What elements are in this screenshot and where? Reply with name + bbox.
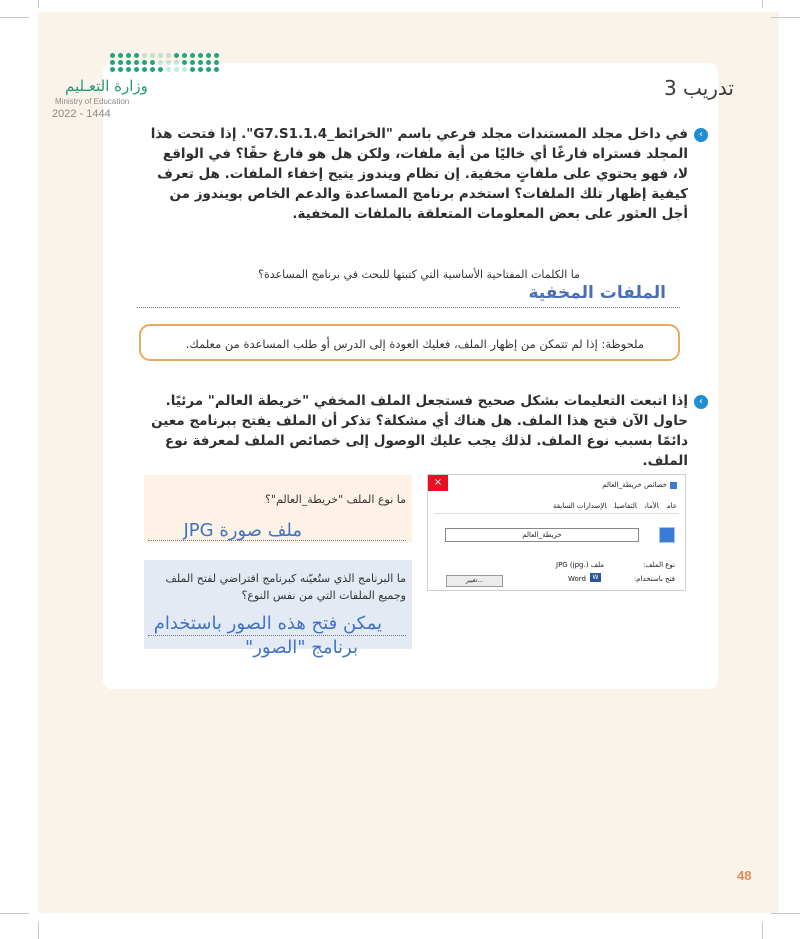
crop-mark xyxy=(771,913,800,914)
crop-mark xyxy=(762,0,763,8)
logo-dot xyxy=(214,60,219,65)
logo-dot xyxy=(166,60,171,65)
logo-dot xyxy=(110,60,115,65)
logo-dot xyxy=(206,60,211,65)
exercise2-paragraph: إذا اتبعت التعليمات بشكل صحيح فستجعل الملف المخفي "خريطة العالم" مرئيًا. حاول الآن فتح هذا الملف. هل هناك أي مشكلة؟ تذكر أن الملف يفتح ببرنامج معين دائمًا بسبب نوع الملف. لذلك يجب عليك الوصول إلى خصائص الملف لمعرفة نوع الملف. xyxy=(151,393,688,469)
file-type-answer: ملف صورة JPG xyxy=(183,520,302,541)
file-type-question: ما نوع الملف "خريطة_العالم"؟ xyxy=(265,493,406,506)
logo-dot xyxy=(118,67,123,72)
tab-divider xyxy=(434,513,679,514)
logo-dot xyxy=(214,53,219,58)
logo-dot xyxy=(150,60,155,65)
logo-dot xyxy=(118,53,123,58)
logo-dot xyxy=(142,67,147,72)
note-box xyxy=(139,324,680,361)
default-program-question-box xyxy=(144,560,412,658)
logo-arabic: وزارة التعـليم xyxy=(65,77,148,95)
logo-dot xyxy=(190,53,195,58)
logo-dot xyxy=(158,60,163,65)
logo-dot xyxy=(206,53,211,58)
answer-line xyxy=(148,540,406,541)
tab-previous-versions[interactable]: الإصدارات السابقة xyxy=(553,502,607,510)
logo-dot xyxy=(142,60,147,65)
word-icon: W xyxy=(590,573,601,582)
exercise-title: تدريب 3 xyxy=(663,76,734,100)
crop-mark xyxy=(0,913,29,914)
crop-mark xyxy=(38,0,39,8)
close-icon[interactable]: × xyxy=(428,475,448,491)
logo-year: 2022 - 1444 xyxy=(52,108,111,120)
logo-dot xyxy=(174,60,179,65)
opens-with-value: Word xyxy=(568,575,586,583)
tab-security[interactable]: الأمان xyxy=(644,502,659,510)
logo-dot xyxy=(174,53,179,58)
answer-line xyxy=(148,635,406,636)
logo-dot xyxy=(150,53,155,58)
logo-dot xyxy=(150,67,155,72)
logo-dot xyxy=(198,67,203,72)
crop-mark xyxy=(771,17,800,18)
logo-dot xyxy=(110,53,115,58)
logo-dot xyxy=(126,53,131,58)
logo-dot xyxy=(134,60,139,65)
logo-dot xyxy=(166,67,171,72)
logo-dot xyxy=(190,67,195,72)
logo-dot xyxy=(190,60,195,65)
file-icon xyxy=(670,482,677,489)
dialog-title: خصائص خريطة_العالم xyxy=(602,481,677,489)
logo-dots xyxy=(110,53,220,72)
logo-dot xyxy=(206,67,211,72)
logo-dot xyxy=(134,53,139,58)
logo-dot xyxy=(174,67,179,72)
logo-dot xyxy=(134,67,139,72)
tab-details[interactable]: التفاصيل xyxy=(614,502,637,510)
default-program-question: ما البرنامج الذي ستُعيّنه كبرنامج افتراضي لفتح الملف وجميع الملفات التي من نفس النوع؟ xyxy=(165,572,406,602)
exercise1-paragraph: في داخل مجلد المستندات مجلد فرعي باسم "الخرائط_G7.S1.1.4". إذا فتحت هذا المجلد فستراه فارغًا أي خاليًا من أية ملفات، ولكن هل هو فارغ حقًا؟ في الواقع لا، فهو يحتوي على ملفاتٍ مخفية. إن نظام ويندوز يتيح إخفاء الملفات. هل تعرف كيفية إظهار تلك الملفات؟ استخدم برنامج المساعدة والدعم الخاص بويندوز من أجل العثور على بعض المعلومات المتعلقة بالملفات المخفية. xyxy=(150,126,688,222)
file-type-question-box xyxy=(144,475,412,543)
logo-dot xyxy=(158,53,163,58)
page-number: 48 xyxy=(737,868,752,883)
note-text: ملحوظة: إذا لم تتمكن من إظهار الملف، فعليك العودة إلى الدرس أو طلب المساعدة من معلمك. xyxy=(185,337,644,351)
logo-dot xyxy=(182,60,187,65)
logo-dot xyxy=(142,53,147,58)
default-program-answer-line2: برنامج "الصور" xyxy=(244,637,358,658)
default-program-answer-line1: يمكن فتح هذه الصور باستخدام xyxy=(153,613,382,634)
logo-english: Ministry of Education xyxy=(55,97,130,106)
logo-dot xyxy=(214,67,219,72)
logo-dot xyxy=(126,67,131,72)
tab-general[interactable]: عام xyxy=(666,502,677,510)
logo-dot xyxy=(182,53,187,58)
crop-mark xyxy=(762,922,763,939)
type-value: ملف JPG (jpg.) xyxy=(556,561,605,569)
change-button[interactable]: تغيير... xyxy=(446,575,503,587)
ministry-logo xyxy=(52,53,205,123)
bullet-icon: ‹ xyxy=(694,395,708,409)
logo-dot xyxy=(198,60,203,65)
filename-field[interactable]: خريطة_العالم xyxy=(445,528,639,542)
keywords-answer: الملفات المخفية xyxy=(528,283,666,303)
dialog-tabs xyxy=(545,502,677,510)
opens-with-label: فتح باستخدام: xyxy=(633,575,675,583)
logo-dot xyxy=(182,67,187,72)
logo-dot xyxy=(166,53,171,58)
crop-mark xyxy=(38,922,39,939)
keywords-question: ما الكلمات المفتاحية الأساسية التي كتبتها للبحث في برنامج المساعدة؟ xyxy=(258,268,580,281)
bullet-icon: ‹ xyxy=(694,128,708,142)
logo-dot xyxy=(158,67,163,72)
logo-dot xyxy=(198,53,203,58)
crop-mark xyxy=(0,17,29,18)
logo-dot xyxy=(110,67,115,72)
logo-dot xyxy=(126,60,131,65)
answer-line xyxy=(137,307,680,308)
logo-dot xyxy=(118,60,123,65)
type-label: نوع الملف: xyxy=(642,561,675,569)
image-file-icon xyxy=(659,527,675,543)
properties-dialog xyxy=(427,474,686,591)
